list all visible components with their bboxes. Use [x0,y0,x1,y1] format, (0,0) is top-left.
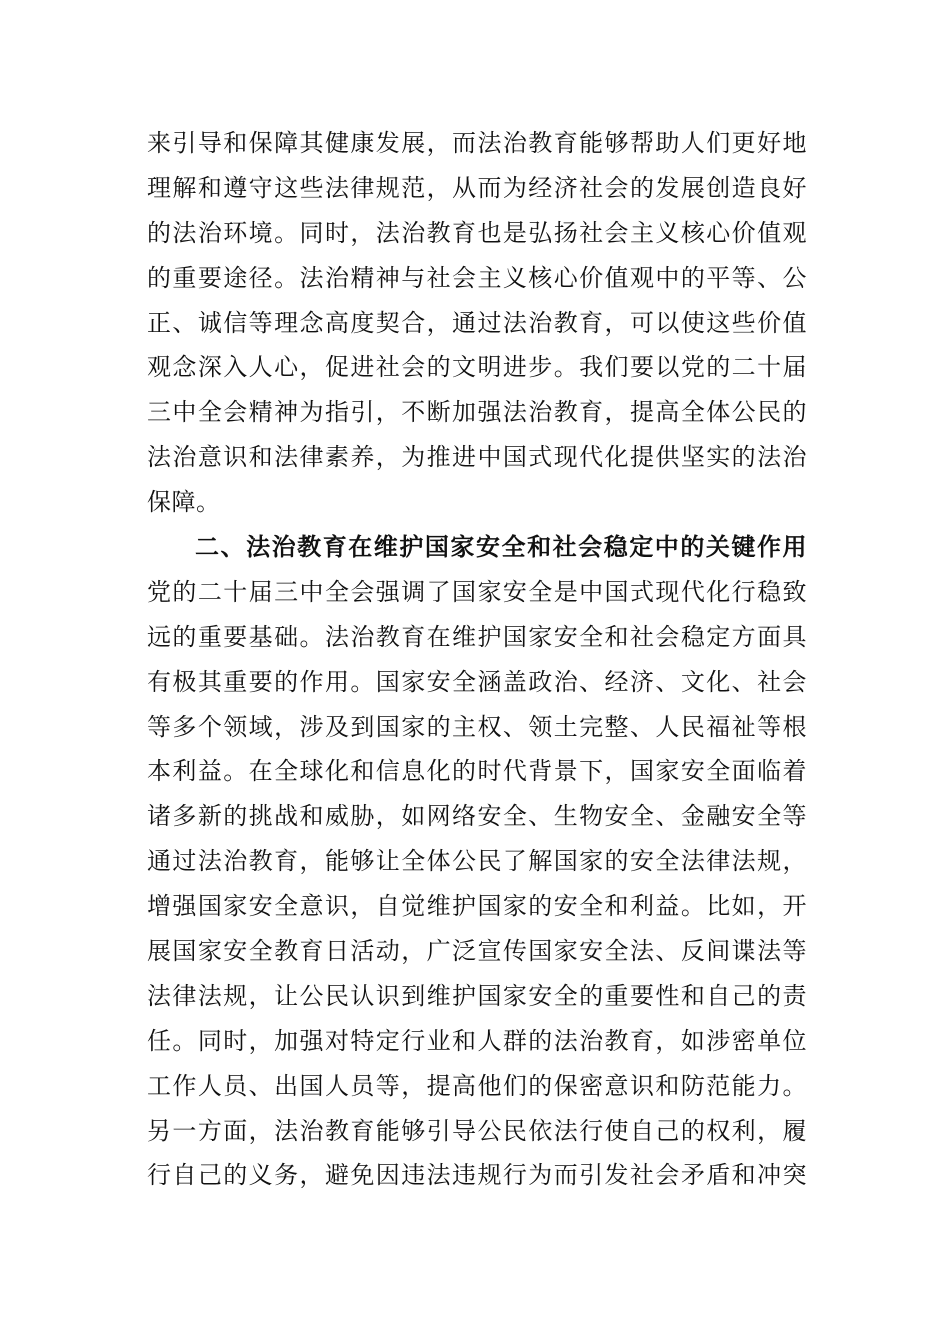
document-body [147,121,807,1198]
text-line: 三中全会精神为指引，不断加强法治教育，提高全体公民的 [147,398,807,427]
section-heading: 二、法治教育在维护国家安全和社会稳定中的关键作用 [195,533,807,562]
text-line: 通过法治教育，能够让全体公民了解国家的安全法律法规， [147,847,807,876]
text-line: 的重要途径。法治精神与社会主义核心价值观中的平等、公 [147,263,807,292]
text-line: 展国家安全教育日活动，广泛宣传国家安全法、反间谍法等 [147,937,807,966]
text-line: 行自己的义务，避免因违法违规行为而引发社会矛盾和冲突 [147,1161,807,1190]
text-line: 法治意识和法律素养，为推进中国式现代化提供坚实的法治 [147,443,807,472]
text-line: 诸多新的挑战和威胁，如网络安全、生物安全、金融安全等 [147,802,807,831]
text-line: 来引导和保障其健康发展，而法治教育能够帮助人们更好地 [147,129,807,157]
text-line: 等多个领域，涉及到国家的主权、领土完整、人民福祉等根 [147,712,807,741]
text-line: 党的二十届三中全会强调了国家安全是中国式现代化行稳致 [147,577,807,606]
text-line: 增强国家安全意识，自觉维护国家的安全和利益。比如，开 [147,892,807,921]
text-line: 有极其重要的作用。国家安全涵盖政治、经济、文化、社会 [147,667,807,696]
text-line: 任。同时，加强对特定行业和人群的法治教育，如涉密单位 [147,1026,807,1055]
text-line: 理解和遵守这些法律规范，从而为经济社会的发展创造良好 [147,173,807,202]
text-line: 的法治环境。同时，法治教育也是弘扬社会主义核心价值观 [147,218,807,247]
text-line: 远的重要基础。法治教育在维护国家安全和社会稳定方面具 [147,622,807,651]
text-line: 保障。 [147,488,221,517]
text-line: 另一方面，法治教育能够引导公民依法行使自己的权利，履 [147,1116,807,1145]
text-line: 正、诚信等理念高度契合，通过法治教育，可以使这些价值 [147,308,807,337]
text-line: 本利益。在全球化和信息化的时代背景下，国家安全面临着 [147,757,807,786]
text-line: 法律法规，让公民认识到维护国家安全的重要性和自己的责 [147,981,807,1010]
text-line: 观念深入人心，促进社会的文明进步。我们要以党的二十届 [147,353,807,382]
text-line: 工作人员、出国人员等，提高他们的保密意识和防范能力。 [147,1071,807,1100]
